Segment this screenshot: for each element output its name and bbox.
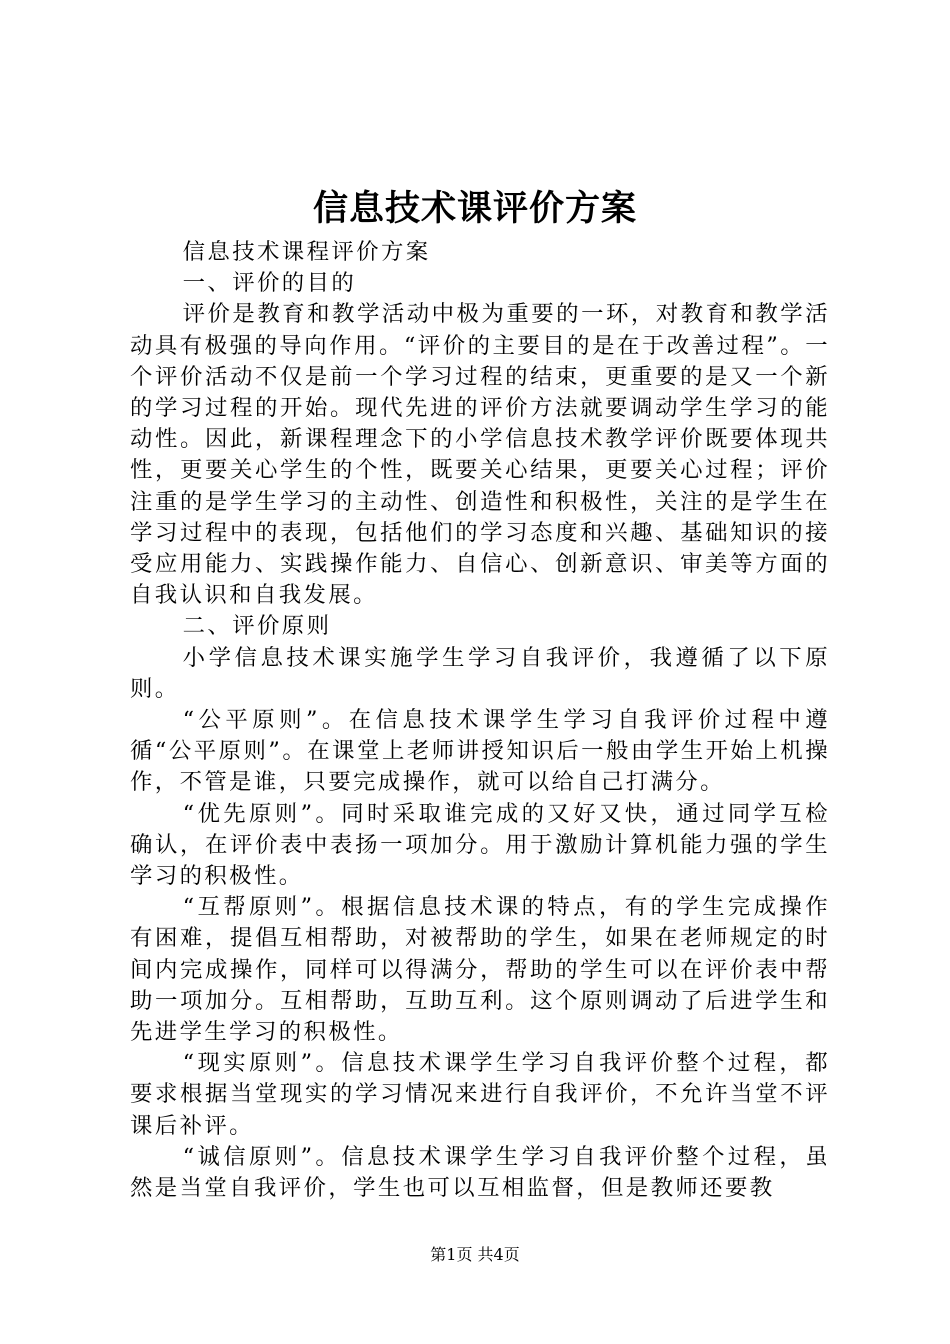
document-title: 信息技术课评价方案 — [312, 188, 637, 229]
paragraph-integrity-principle: “诚信原则”。信息技术课学生学习自我评价整个过程，虽然是当堂自我评价，学生也可以互相监督，但是教师还要教 — [130, 1143, 830, 1202]
heading-principles: 二、评价原则 — [182, 613, 332, 640]
paragraph-subtitle: 信息技术课程评价方案 — [182, 239, 431, 265]
paragraph-priority-principle: “优先原则”。同时采取谁完成的又好又快，通过同学互检确认，在评价表中表扬一项加分。用于激励计算机能力强的学生学习的积极性。 — [130, 800, 830, 890]
document-body — [130, 237, 830, 1204]
paragraph-mutual-help-principle: “互帮原则”。根据信息技术课的特点，有的学生完成操作有困难，提倡互相帮助，对被帮助的学生，如果在老师规定的时间内完成操作，同样可以得满分，帮助的学生可以在评价表中帮助一项加分。互相帮助，互助互利。这个原则调动了后进学生和先进学生学习的积极性。 — [130, 894, 830, 1046]
paragraph-reality-principle: “现实原则”。信息技术课学生学习自我评价整个过程，都要求根据当堂现实的学习情况来进行自我评价，不允许当堂不评课后补评。 — [130, 1050, 830, 1139]
paragraph-purpose: 评价是教育和教学活动中极为重要的一环，对教育和教学活动具有极强的导向作用。“评价的主要目的是在于改善过程”。一个评价活动不仅是前一个学习过程的结束，更重要的是又一个新的学习过程的开始。现代先进的评价方法就要调动学生学习的能动性。因此，新课程理念下的小学信息技术教学评价既要体现共性，更要关心学生的个性，既要关心结果，更要关心过程；评价注重的是学生学习的主动性、创造性和积极性，关注的是学生在学习过程中的表现，包括他们的学习态度和兴趣、基础知识的接受应用能力、实践操作能力、自信心、创新意识、审美等方面的自我认识和自我发展。 — [130, 301, 830, 609]
paragraph-fairness-principle: “公平原则”。在信息技术课学生学习自我评价过程中遵循“公平原则”。在课堂上老师讲授知识后一般由学生开始上机操作，不管是谁，只要完成操作，就可以给自己打满分。 — [130, 707, 830, 796]
paragraph-principles-intro: 小学信息技术课实施学生学习自我评价，我遵循了以下原则。 — [130, 644, 830, 702]
heading-purpose: 一、评价的目的 — [182, 270, 357, 297]
page-footer: 第1页 共4页 — [430, 1245, 520, 1264]
